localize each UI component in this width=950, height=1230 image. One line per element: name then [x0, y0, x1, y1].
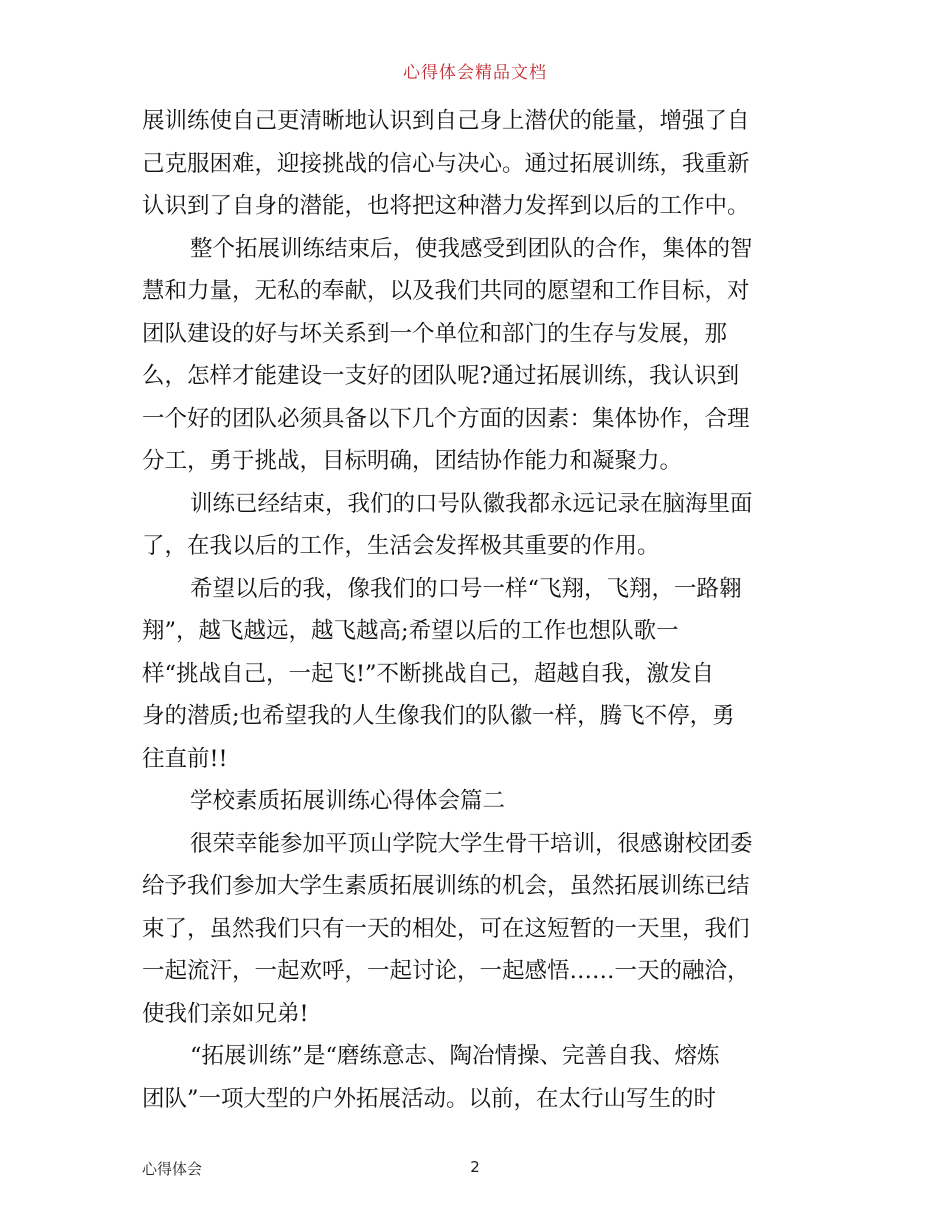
text-line: 束了，虽然我们只有一天的相处，可在这短暂的一天里，我们 — [142, 915, 750, 942]
text-line: 展训练使自己更清晰地认识到自己身上潜伏的能量，增强了自 — [142, 108, 750, 134]
text-line: 翔”，越飞越远，越飞越高;希望以后的工作也想队歌一 — [142, 618, 679, 644]
text-line: 给予我们参加大学生素质拓展训练的机会，虽然拓展训练已结 — [142, 873, 750, 899]
text-line: 么，怎样才能建设一支好的团队呢?通过拓展训练，我认识到 — [142, 363, 740, 389]
text-line: 分工，勇于挑战，目标明确，团结协作能力和凝聚力。 — [142, 448, 683, 474]
text-line: 样“挑战自己，一起飞!”不断挑战自己，超越自我，激发自 — [142, 660, 715, 687]
document-body — [142, 100, 822, 1120]
text-line: 团队建设的好与坏关系到一个单位和部门的生存与发展，那 — [142, 320, 728, 347]
text-line: 使我们亲如兄弟! — [142, 1000, 309, 1027]
text-line: 希望以后的我，像我们的口号一样“飞翔，飞翔，一路翱 — [190, 575, 742, 602]
text-line: 身的潜质;也希望我的人生像我们的队徽一样，腾飞不停，勇 — [142, 703, 735, 729]
text-line: 往直前!! — [142, 745, 228, 772]
text-line: 学校素质拓展训练心得体会篇二 — [190, 788, 506, 814]
text-line: 训练已经结束，我们的口号队徽我都永远记录在脑海里面 — [190, 490, 753, 517]
text-line: 认识到了自身的潜能，也将把这种潜力发挥到以后的工作中。 — [142, 193, 750, 219]
text-line: 整个拓展训练结束后，使我感受到团队的合作，集体的智 — [190, 235, 753, 262]
text-line: “拓展训练”是“磨练意志、陶冶情操、完善自我、熔炼 — [190, 1043, 720, 1069]
text-line: 很荣幸能参加平顶山学院大学生骨干培训，很感谢校团委 — [190, 830, 753, 857]
text-line: 一个好的团队必须具备以下几个方面的因素：集体协作，合理 — [142, 405, 750, 432]
text-line: 团队”一项大型的户外拓展活动。以前，在太行山写生的时 — [142, 1085, 717, 1112]
footer-label: 心得体会 — [142, 1160, 203, 1178]
text-line: 慧和力量，无私的奉献，以及我们共同的愿望和工作目标，对 — [142, 278, 750, 304]
text-line: 己克服困难，迎接挑战的信心与决心。通过拓展训练，我重新 — [142, 150, 750, 177]
text-line: 了，在我以后的工作，生活会发挥极其重要的作用。 — [142, 533, 660, 559]
page-number: 2 — [470, 1158, 480, 1176]
text-line: 一起流汗，一起欢呼，一起讨论，一起感悟……一天的融洽， — [142, 958, 750, 984]
page-header-title: 心得体会精品文档 — [403, 63, 547, 83]
